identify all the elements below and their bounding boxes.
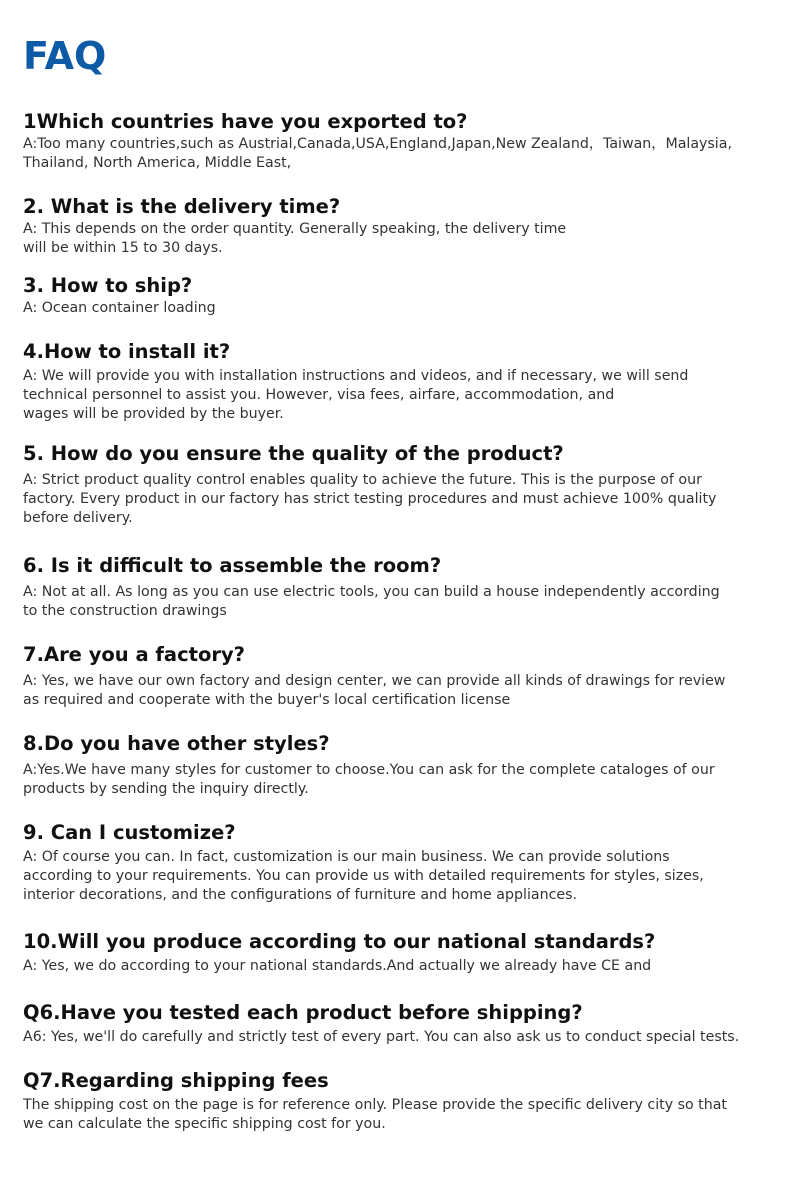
faq-answer: [23, 220, 783, 258]
answer-line: A6: Yes, we'll do carefully and strictly test of every part. You can also ask us to conduct special tests.: [23, 1029, 740, 1045]
answer-line: to the construction drawings: [23, 603, 227, 619]
answer-line: A: Yes, we do according to your national standards.And actually we already have CE and: [23, 958, 652, 974]
faq-question: 3. How to ship?: [23, 274, 193, 297]
answer-line: will be within 15 to 30 days.: [23, 240, 223, 256]
faq-item: [23, 642, 783, 710]
faq-item: [23, 273, 783, 318]
answer-line: A: Yes, we have our own factory and design center, we can provide all kinds of drawings for review: [23, 673, 726, 689]
faq-item: [23, 441, 783, 528]
answer-line: as required and cooperate with the buyer's local certification license: [23, 692, 511, 708]
answer-line: we can calculate the specific shipping cost for you.: [23, 1116, 386, 1132]
answer-line: interior decorations, and the configurations of furniture and home appliances.: [23, 887, 577, 903]
faq-item: [23, 820, 783, 905]
answer-line: A: We will provide you with installation instructions and videos, and if necessary, we will send: [23, 368, 689, 384]
faq-item: [23, 929, 783, 976]
faq-question: 6. Is it difficult to assemble the room?: [23, 554, 442, 577]
answer-line: A: Of course you can. In fact, customization is our main business. We can provide solutions: [23, 849, 670, 865]
faq-item: [23, 1068, 783, 1134]
answer-line: A: This depends on the order quantity. Generally speaking, the delivery time: [23, 221, 567, 237]
faq-item: [23, 109, 783, 173]
faq-answer: [23, 848, 783, 905]
faq-question: 1Which countries have you exported to?: [23, 110, 468, 133]
answer-line: A: Not at all. As long as you can use electric tools, you can build a house independently according: [23, 584, 720, 600]
faq-question: 7.Are you a factory?: [23, 643, 245, 666]
faq-item: [23, 553, 783, 621]
faq-answer: [23, 1096, 783, 1134]
faq-question: 9. Can I customize?: [23, 821, 236, 844]
answer-line: A:Too many countries,such as Austrial,Canada,USA,England,Japan,New Zealand，Taiwan，Malaysia,: [23, 136, 732, 152]
faq-answer: [23, 299, 783, 318]
faq-question: 8.Do you have other styles?: [23, 732, 330, 755]
faq-question: Q7.Regarding shipping fees: [23, 1069, 329, 1092]
answer-line: according to your requirements. You can provide us with detailed requirements for styles, sizes,: [23, 868, 704, 884]
answer-line: before delivery.: [23, 510, 133, 526]
faq-answer: [23, 672, 783, 710]
faq-item: [23, 339, 783, 424]
faq-answer: [23, 957, 783, 976]
faq-answer: [23, 1028, 783, 1047]
faq-question: 4.How to install it?: [23, 340, 231, 363]
faq-question: Q6.Have you tested each product before shipping?: [23, 1001, 583, 1024]
faq-item: [23, 731, 783, 799]
answer-line: A: Strict product quality control enables quality to achieve the future. This is the purpose of our: [23, 472, 702, 488]
answer-line: technical personnel to assist you. However, visa fees, airfare, accommodation, and: [23, 387, 615, 403]
faq-question: 2. What is the delivery time?: [23, 195, 341, 218]
answer-line: Thailand, North America, Middle East,: [23, 155, 292, 171]
answer-line: A: Ocean container loading: [23, 300, 216, 316]
faq-question: 10.Will you produce according to our national standards?: [23, 930, 656, 953]
faq-item: [23, 1000, 783, 1047]
answer-line: wages will be provided by the buyer.: [23, 406, 284, 422]
answer-line: A:Yes.We have many styles for customer to choose.You can ask for the complete cataloges of our: [23, 762, 715, 778]
faq-answer: [23, 367, 783, 424]
answer-line: products by sending the inquiry directly.: [23, 781, 309, 797]
page-title: FAQ: [23, 34, 107, 78]
faq-answer: [23, 471, 783, 528]
faq-answer: [23, 761, 783, 799]
faq-item: [23, 194, 783, 258]
faq-answer: [23, 583, 783, 621]
faq-question: 5. How do you ensure the quality of the product?: [23, 442, 564, 465]
answer-line: The shipping cost on the page is for reference only. Please provide the specific delivery city so that: [23, 1097, 727, 1113]
answer-line: factory. Every product in our factory has strict testing procedures and must achieve 100% quality: [23, 491, 717, 507]
faq-answer: [23, 135, 783, 173]
